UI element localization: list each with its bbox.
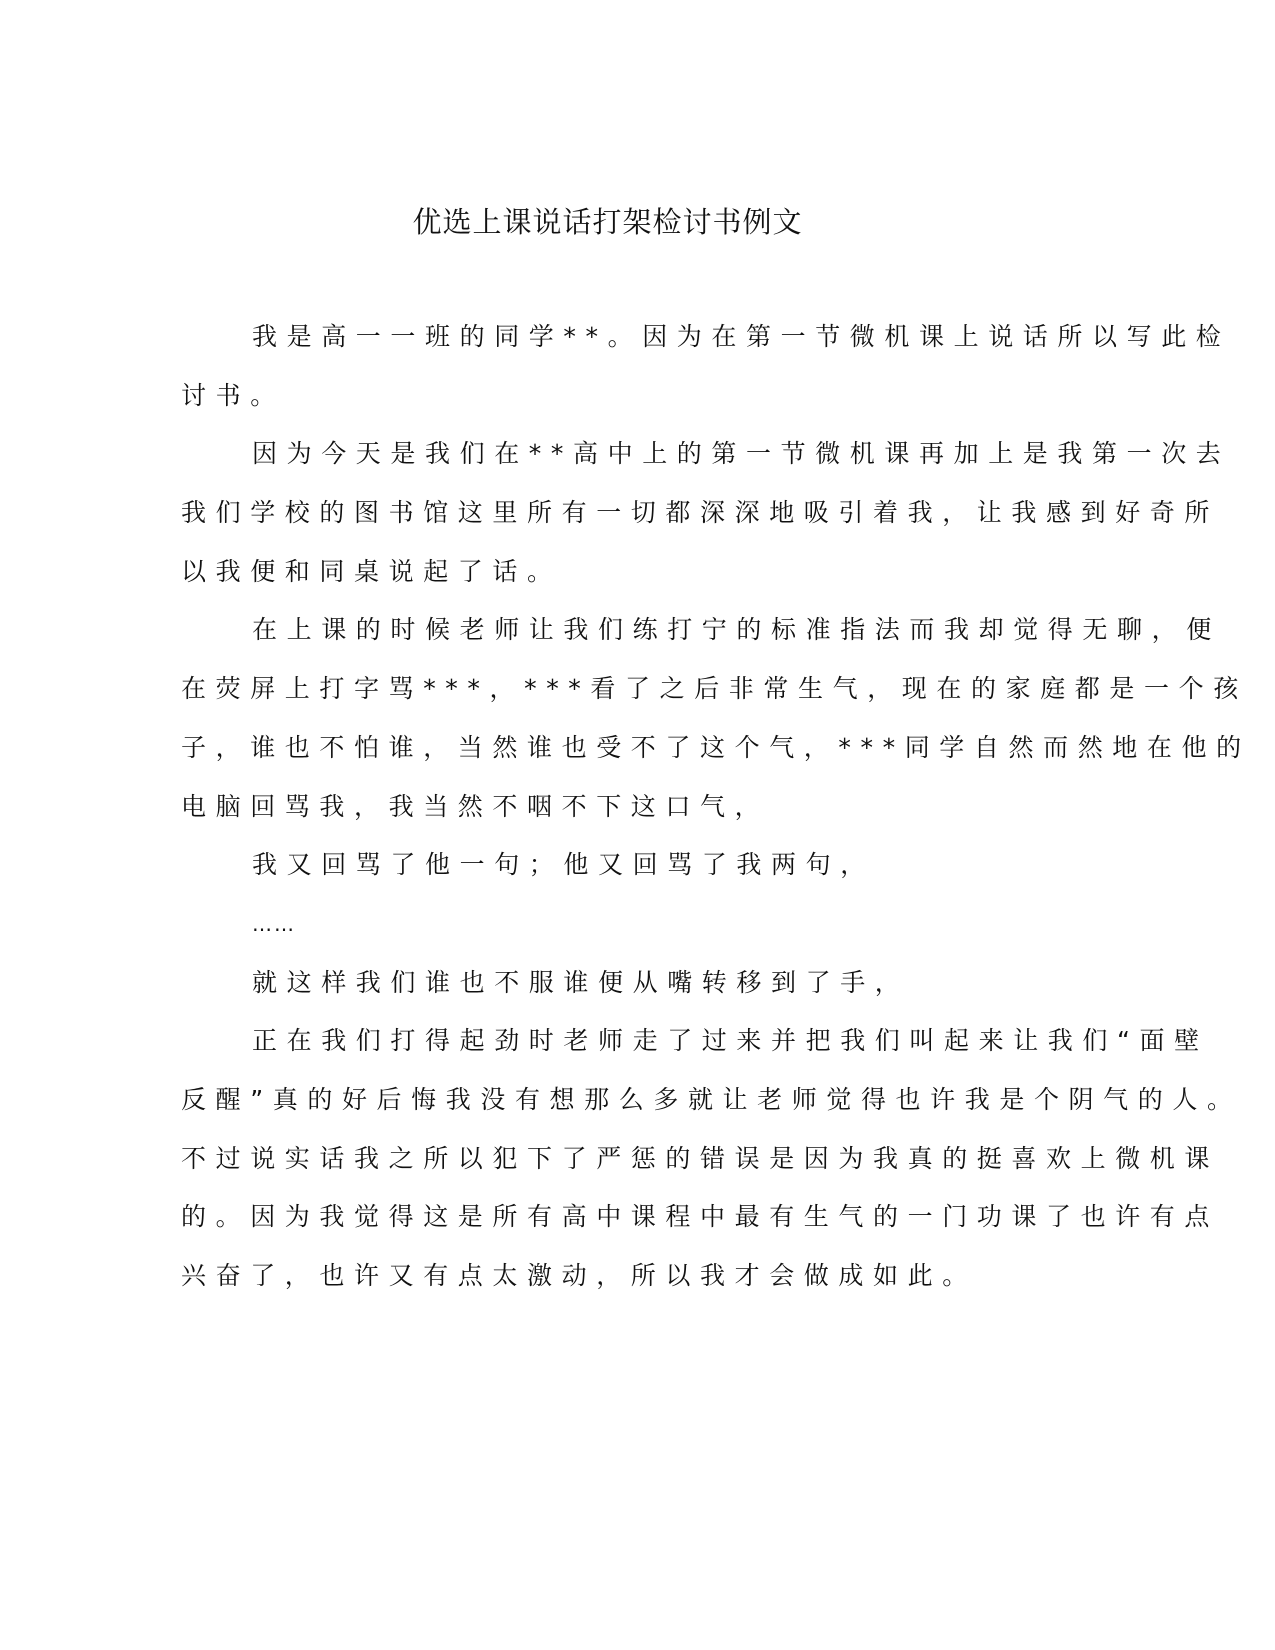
text-line: 我是高一一班的同学**。因为在第一节微机课上说话所以写此检 — [252, 322, 1231, 351]
text-line: 不过说实话我之所以犯下了严惩的错误是因为我真的挺喜欢上微机课 — [181, 1143, 1220, 1173]
text-line: 我又回骂了他一句；他又回骂了我两句， — [252, 850, 875, 880]
text-line: 以我便和同桌说起了话。 — [181, 556, 562, 586]
text-line: 正在我们打得起劲时老师走了过来并把我们叫起来让我们“面壁 — [252, 1026, 1209, 1056]
text-line: 在荧屏上打字骂***，***看了之后非常生气，现在的家庭都是一个孩 — [181, 674, 1248, 704]
text-line: 在上课的时候老师让我们练打宁的标准指法而我却觉得无聊，便 — [252, 615, 1221, 645]
text-line: 讨书。 — [181, 380, 285, 410]
text-line: 反醒”真的好后悔我没有想那么多就让老师觉得也许我是个阴气的人。 — [181, 1084, 1242, 1114]
text-line: 兴奋了，也许又有点太激动，所以我才会做成如此。 — [181, 1261, 977, 1290]
text-line: 电脑回骂我，我当然不咽不下这口气， — [181, 791, 770, 821]
text-line: 就这样我们谁也不服谁便从嘴转移到了手， — [252, 967, 910, 997]
text-line: 我们学校的图书馆这里所有一切都深深地吸引着我，让我感到好奇所 — [181, 498, 1220, 528]
text-line: …… — [252, 911, 296, 936]
text-line: 因为今天是我们在**高中上的第一节微机课再加上是我第一次去 — [252, 439, 1231, 469]
document-title: 优选上课说话打架检讨书例文 — [412, 205, 803, 239]
text-line: 子，谁也不怕谁，当然谁也受不了这个气，***同学自然而然地在他的 — [181, 732, 1251, 762]
text-line: 的。因为我觉得这是所有高中课程中最有生气的一门功课了也许有点 — [181, 1202, 1220, 1232]
document-body — [181, 308, 1251, 1306]
